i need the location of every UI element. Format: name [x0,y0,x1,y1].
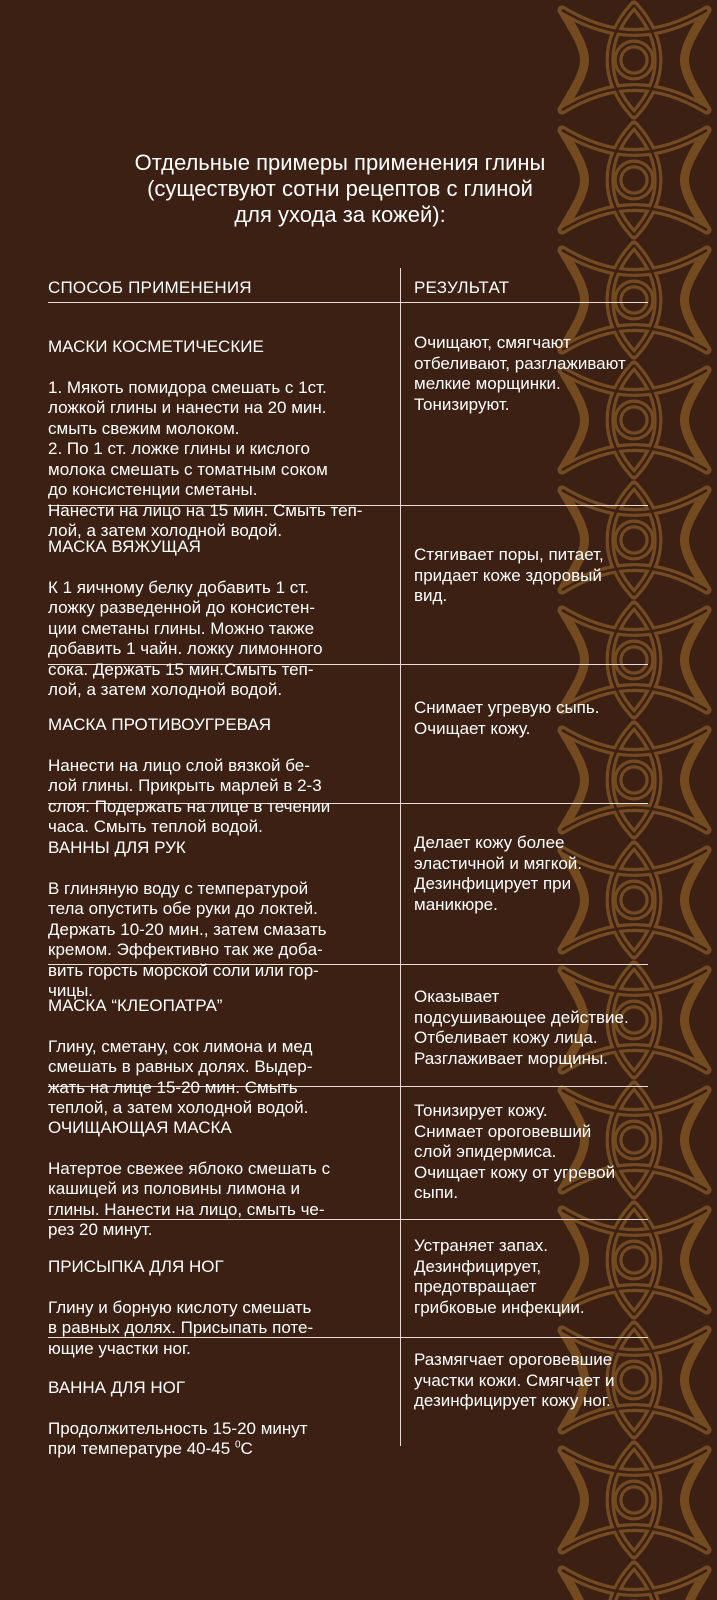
method-text: К 1 яичному белку добавить 1 ст. ложку разведенной до консистен- ции сметаны глины. Можно также добавить 1 чайн. ложку лимонного сока. Держать 15 мин.Смыть теп- лой, а затем холодной водой. [48,577,323,699]
result-text: Оказывает подсушивающее действие. Отбеливает кожу лица. Разглаживает морщины. [414,987,629,1068]
method-title: МАСКИ КОСМЕТИЧЕСКИЕ [48,336,264,356]
method-title: МАСКА “КЛЕОПАТРА” [48,995,223,1015]
header-rule [48,302,648,303]
method-text: В глиняную воду с температурой тела опустить обе руки до локтей. Держать 10-20 мин., затем смазать кремом. Эффективно так же добa- вить горсть морской соли или гор- чицы. [48,878,327,1000]
result-text: Очищают, смягчают отбеливают, разглаживают мелкие морщинки. Тонизируют. [414,333,626,414]
table-row [48,1357,398,1480]
method-text: Глину, сметану, сок лимона и мед смешать в равных долях. Выдер- жать на лице 15-20 мин. Смыть теплой, а затем холодной водой. [48,1036,313,1117]
method-title: МАСКА ПРОТИВОУГРЕВАЯ [48,714,272,734]
method-title: ВАННА ДЛЯ НОГ [48,1377,186,1397]
result-text: Тонизирует кожу. Снимает ороговевший слой эпидермиса. Очищает кожу от угревой сыпи. [414,1101,616,1202]
result-text: Делает кожу более эластичной и мягкой. Дезинфицирует при маникюре. [414,833,582,914]
method-text: Натертое свежее яблоко смешать с кашицей из половины лимона и глины. Нанести на лицо, смыть че- рез 20 минут. [48,1158,331,1239]
method-title: ПРИСЫПКА ДЛЯ НОГ [48,1256,224,1276]
title-line-2: (существуют сотни рецептов с глиной [147,176,533,201]
title-line-3: для ухода за кожей): [234,202,446,227]
column-header-result: РЕЗУЛЬТАТ [414,278,510,297]
result-text: Размягчает ороговевшие участки кожи. Смягчает и дезинфицирует кожу ног. [414,1350,615,1410]
temperature-unit: С [240,1439,253,1458]
method-title: ОЧИЩАЮЩАЯ МАСКА [48,1117,232,1137]
degree-superscript: 0 [234,1439,241,1451]
column-header-method: СПОСОБ ПРИМЕНЕНИЯ [48,278,252,297]
method-title: МАСКА ВЯЖУЩАЯ [48,536,201,556]
method-text-body: Продолжительность 15-20 минут при температуре 40-45 [48,1418,308,1458]
method-text [48,1419,398,1460]
title-line-1: Отдельные примеры применения глины [134,150,546,175]
result-text: Устраняет запах. Дезинфицирует, предотвращает грибковые инфекции. [414,1236,585,1317]
table-row [48,516,398,721]
method-text: Нанести на лицо слой вязкой бе- лой глины. Прикрыть марлей в 2-3 слоя. Подержать на лице в течении часа. Смыть теплой водой. [48,755,331,836]
result-text: Стягивает поры, питает, придает коже здоровый вид. [414,545,604,605]
method-text: 1. Мякоть помидора смешать с 1ст. ложкой глины и нанести на 20 мин. смыть свежим молоком. 2. По 1 ст. ложке глины и кислого молока смешать с томатным соком до консистенции сметаны. Нанести на лицо на 15 мин. Смыть теп- лой, а затем холодной водой. [48,377,363,540]
page-title [90,150,590,228]
method-title: ВАННЫ ДЛЯ РУК [48,837,186,857]
result-text: Снимает угревую сыпь. Очищает кожу. [414,698,600,738]
column-divider [400,268,401,1446]
method-text: Глину и борную кислоту смешать в равных долях. Присыпать поте- ющие участки ног. [48,1297,314,1358]
